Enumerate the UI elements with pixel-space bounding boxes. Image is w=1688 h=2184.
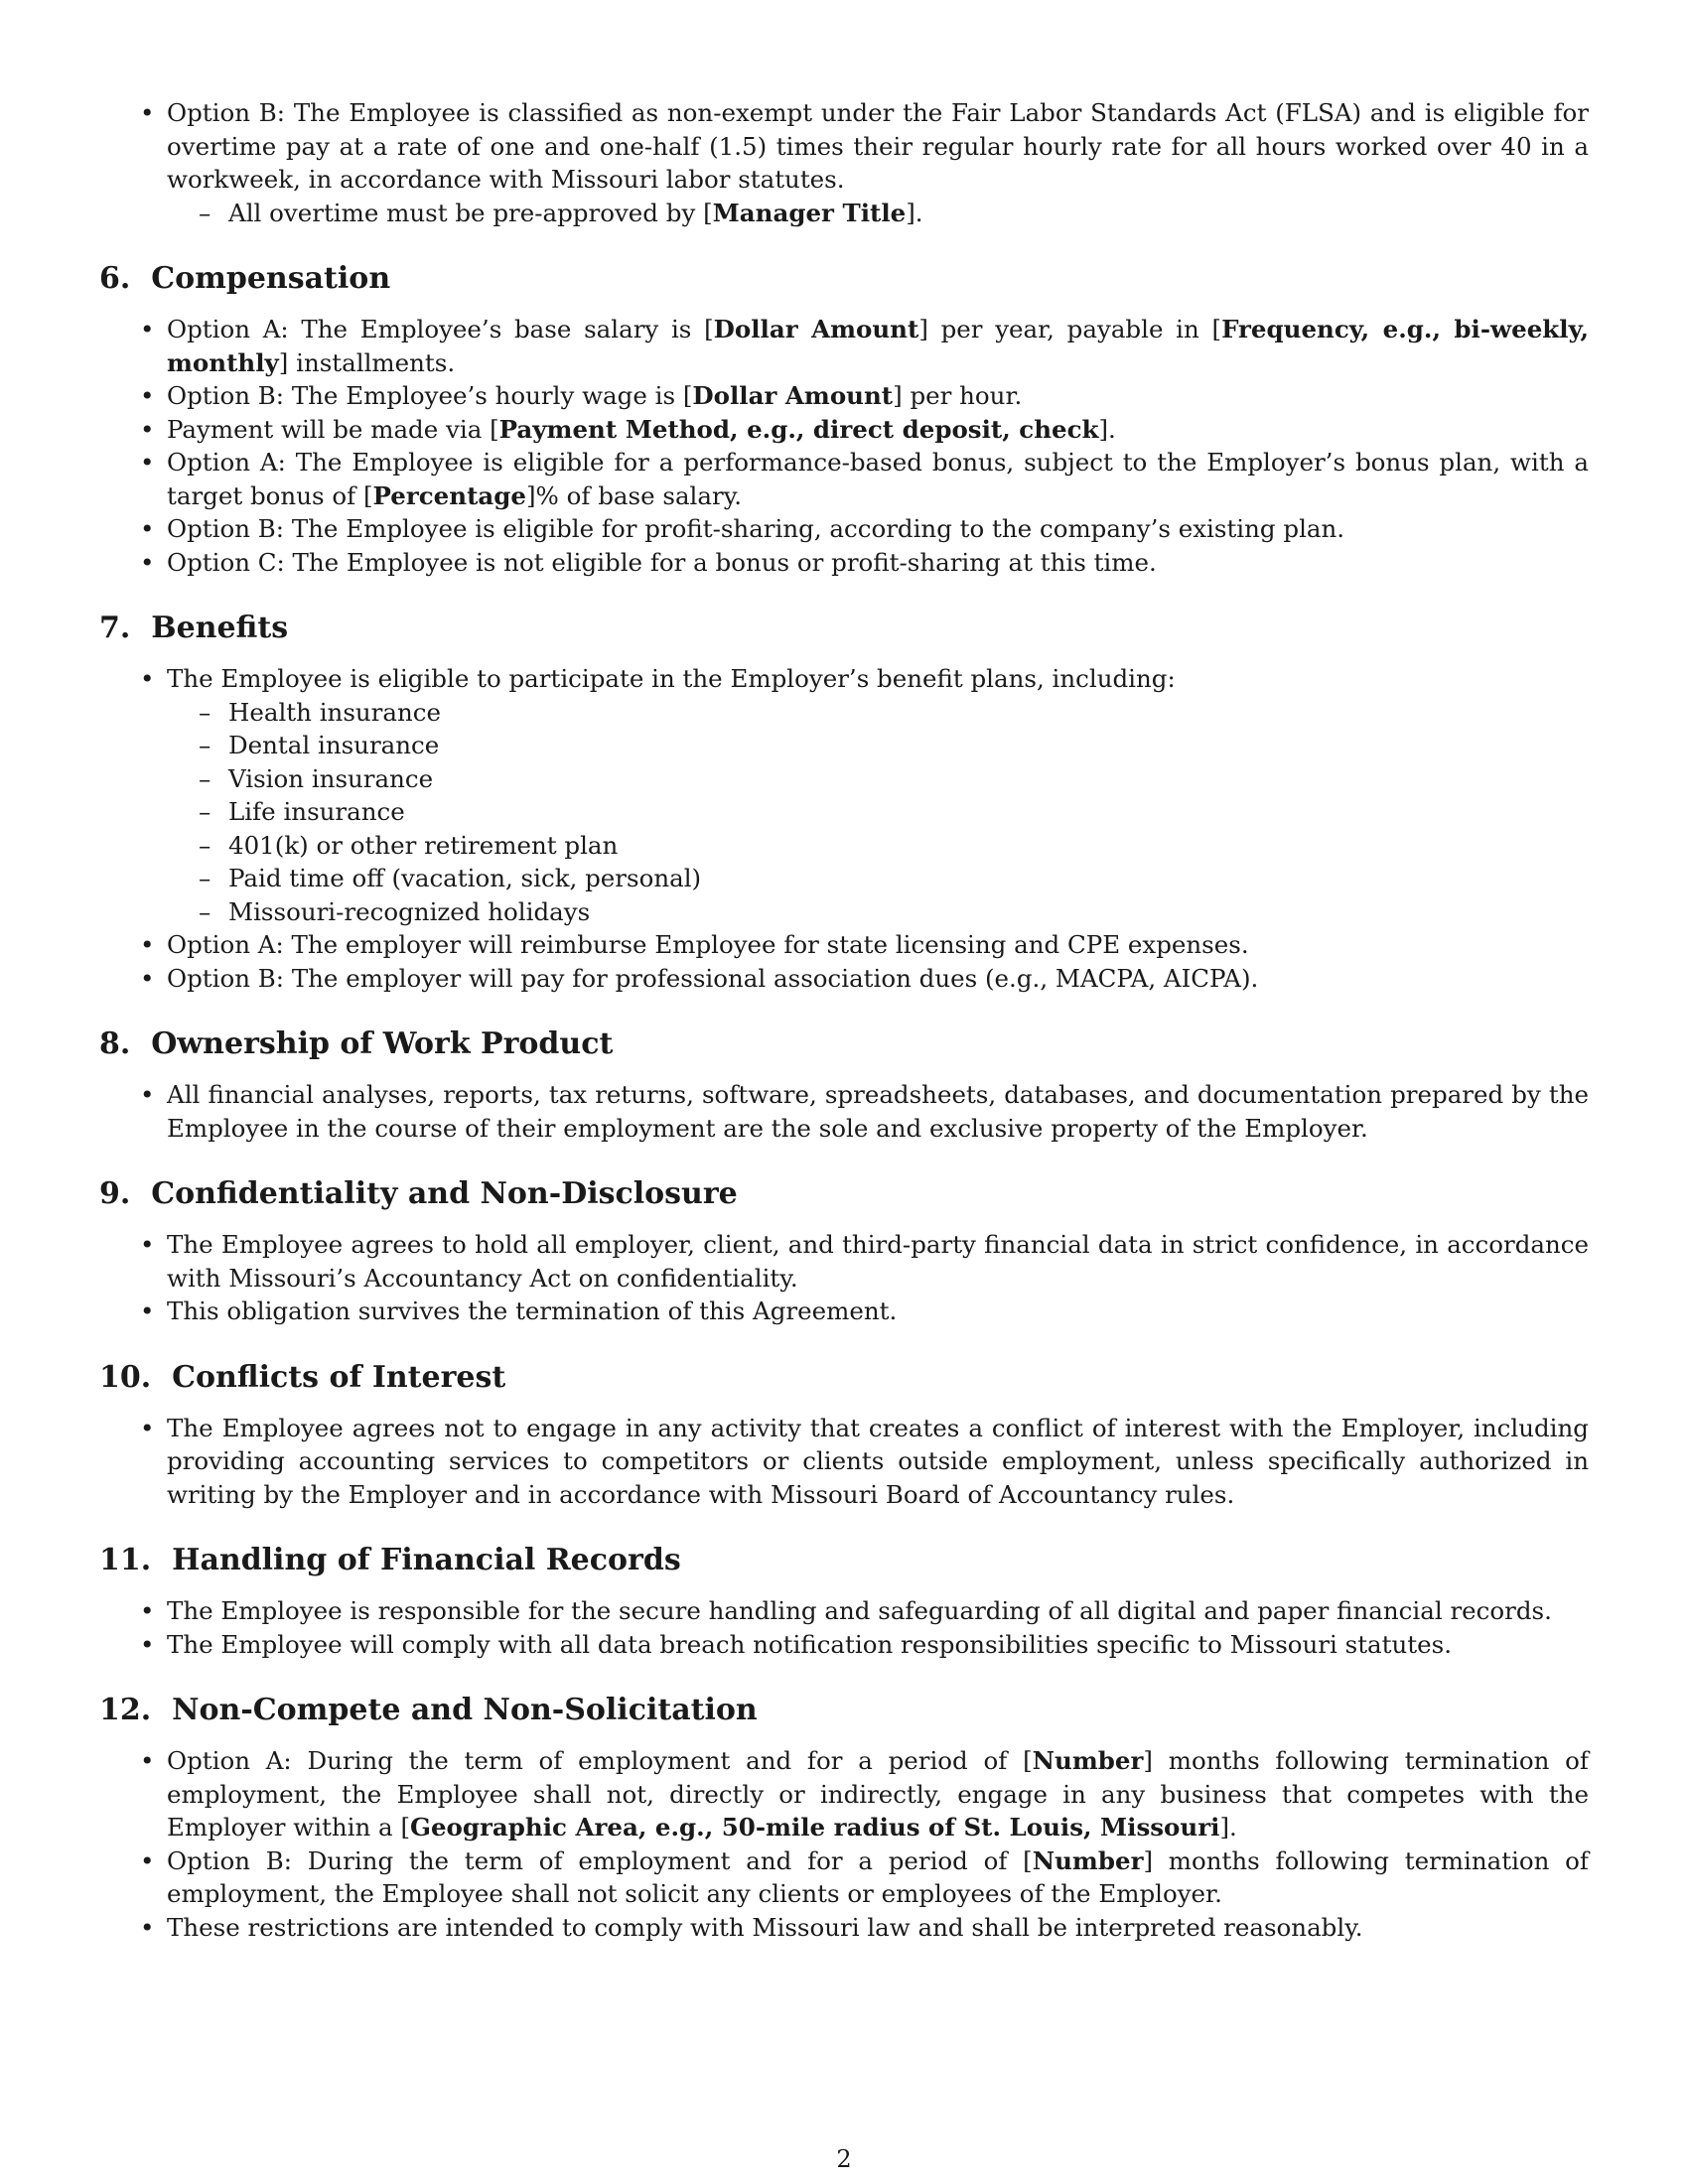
list-item: • Option C: The Employee is not eligible for a bonus or profit-sharing at this time. — [99, 546, 1589, 580]
list-item: • The Employee is responsible for the secure handling and safeguarding of all digital and paper financial records. — [99, 1594, 1589, 1628]
text: ] per hour. — [893, 381, 1023, 410]
list-item: • Option A: The employer will reimburse Employee for state licensing and CPE expenses. — [99, 928, 1589, 962]
text: Option B: The Employee’s hourly wage is [ — [167, 381, 693, 410]
list-item: • The Employee agrees to hold all employer, client, and third-party financial data in strict confidence, in accordance with Missouri’s Accountancy Act on confidentiality. — [99, 1228, 1589, 1295]
list-item — [167, 197, 1589, 230]
section-title: Ownership of Work Product — [151, 1026, 614, 1061]
list-item: • The Employee will comply with all data breach notification responsibilities specific to Missouri statutes. — [99, 1628, 1589, 1662]
list-item: • All financial analyses, reports, tax returns, software, spreadsheets, databases, and documentation prepared by the Employee in the course of their employment are the sole and exclusive property of the Employer. — [99, 1078, 1589, 1145]
text: ] months following termination of employment, the Employee shall not, directly or indirectly, engage in any business that competes with the Employer within a [ — [167, 1746, 1589, 1842]
text: Option B: During the term of employment and for a period of [ — [167, 1845, 1033, 1875]
section-heading-conflicts — [99, 1358, 1589, 1398]
text: ] per year, payable in [ — [918, 315, 1222, 343]
section-number: 8. — [99, 1026, 131, 1061]
page-number: 2 — [836, 2145, 852, 2173]
section-heading-noncompete — [99, 1691, 1589, 1730]
list-item: • These restrictions are intended to comply with Missouri law and shall be interpreted reasonably. — [99, 1911, 1589, 1945]
placeholder-field: Manager Title — [712, 198, 907, 227]
list-item — [99, 446, 1589, 512]
list-item — [99, 313, 1589, 379]
text: ]% of base salary. — [526, 480, 743, 510]
section-heading-ownership — [99, 1024, 1589, 1064]
conflicts-list — [99, 1412, 1589, 1512]
text: ]. — [1219, 1813, 1237, 1842]
overtime-list — [99, 96, 1589, 229]
list-item: • Option B: The Employee is eligible for profit-sharing, according to the company’s existing plan. — [99, 512, 1589, 546]
placeholder-field: Number — [1032, 1845, 1144, 1875]
text: ] months following termination of employment, the Employee shall not solicit any clients or employees of the Employer. — [167, 1845, 1590, 1908]
list-item: – 401(k) or other retirement plan — [167, 829, 1589, 863]
text: ]. — [906, 198, 923, 227]
text: ] installments. — [278, 347, 456, 377]
placeholder-field: Geographic Area, e.g., 50-mile radius of St. Louis, Missouri — [410, 1813, 1220, 1842]
text: Option A: During the term of employment and for a period of [ — [167, 1746, 1033, 1775]
overtime-option-b: Option B: The Employee is classified as non-exempt under the Fair Labor Standards Act (FLSA) and is eligible for overtime pay at a rate of one and one-half (1.5) times their regular hourly rate for all hours worked over 40 in a workweek, in accordance with Missouri labor statutes. — [167, 98, 1589, 194]
text: Payment will be made via [ — [167, 414, 499, 444]
list-item: – Dental insurance — [167, 729, 1589, 762]
document-page — [99, 96, 1589, 1944]
text: ]. — [1098, 414, 1116, 444]
list-item: • This obligation survives the termination of this Agreement. — [99, 1295, 1589, 1328]
list-item — [99, 662, 1589, 928]
section-title: Non-Compete and Non-Solicitation — [172, 1693, 758, 1727]
benefits-sublist — [167, 696, 1589, 929]
text: All overtime must be pre-approved by [ — [228, 198, 713, 227]
section-number: 10. — [99, 1359, 152, 1395]
text: Option A: The Employee’s base salary is [ — [167, 315, 714, 343]
section-title: Benefits — [151, 611, 289, 645]
section-number: 9. — [99, 1176, 131, 1211]
list-item — [99, 96, 1589, 229]
section-number: 12. — [99, 1693, 152, 1727]
confidentiality-list — [99, 1228, 1589, 1328]
ownership-list — [99, 1078, 1589, 1145]
section-number: 7. — [99, 611, 131, 645]
list-item — [99, 1844, 1589, 1911]
list-item: – Life insurance — [167, 795, 1589, 829]
list-item — [99, 1744, 1589, 1844]
placeholder-field: Percentage — [372, 480, 526, 510]
noncompete-list — [99, 1744, 1589, 1944]
section-heading-benefits — [99, 609, 1589, 648]
text: The Employee is eligible to participate in the Employer’s benefit plans, including: — [167, 664, 1176, 693]
list-item: • The Employee agrees not to engage in any activity that creates a conflict of interest with the Employer, including providing accounting services to competitors or clients outside employment, unless specifically authorized in writing by the Employer and in accordance with Missouri Board of Accountancy rules. — [99, 1412, 1589, 1512]
placeholder-field: Payment Method, e.g., direct deposit, check — [498, 414, 1099, 444]
section-title: Handling of Financial Records — [172, 1543, 681, 1577]
section-number: 6. — [99, 261, 131, 296]
list-item: – Missouri-recognized holidays — [167, 895, 1589, 929]
section-title: Conflicts of Interest — [172, 1359, 506, 1395]
placeholder-field: Dollar Amount — [692, 381, 894, 410]
records-list — [99, 1594, 1589, 1661]
placeholder-field: Frequency, e.g., bi-weekly, monthly — [167, 315, 1590, 377]
placeholder-field: Number — [1032, 1746, 1144, 1775]
benefits-list — [99, 662, 1589, 995]
placeholder-field: Dollar Amount — [713, 315, 919, 343]
list-item: – Paid time off (vacation, sick, personal) — [167, 862, 1589, 895]
section-heading-records — [99, 1541, 1589, 1580]
section-heading-compensation — [99, 259, 1589, 299]
list-item: – Health insurance — [167, 696, 1589, 730]
text: Option A: The Employee is eligible for a performance-based bonus, subject to the Employer’s bonus plan, with a target bonus of [ — [167, 448, 1589, 510]
list-item — [99, 413, 1589, 447]
section-title: Confidentiality and Non-Disclosure — [151, 1176, 738, 1211]
list-item: – Vision insurance — [167, 762, 1589, 796]
list-item: • Option B: The employer will pay for professional association dues (e.g., MACPA, AICPA). — [99, 962, 1589, 996]
compensation-list — [99, 313, 1589, 579]
overtime-sublist — [167, 197, 1589, 230]
section-heading-confidentiality — [99, 1174, 1589, 1214]
section-title: Compensation — [151, 261, 391, 296]
list-item — [99, 379, 1589, 413]
section-number: 11. — [99, 1543, 152, 1577]
